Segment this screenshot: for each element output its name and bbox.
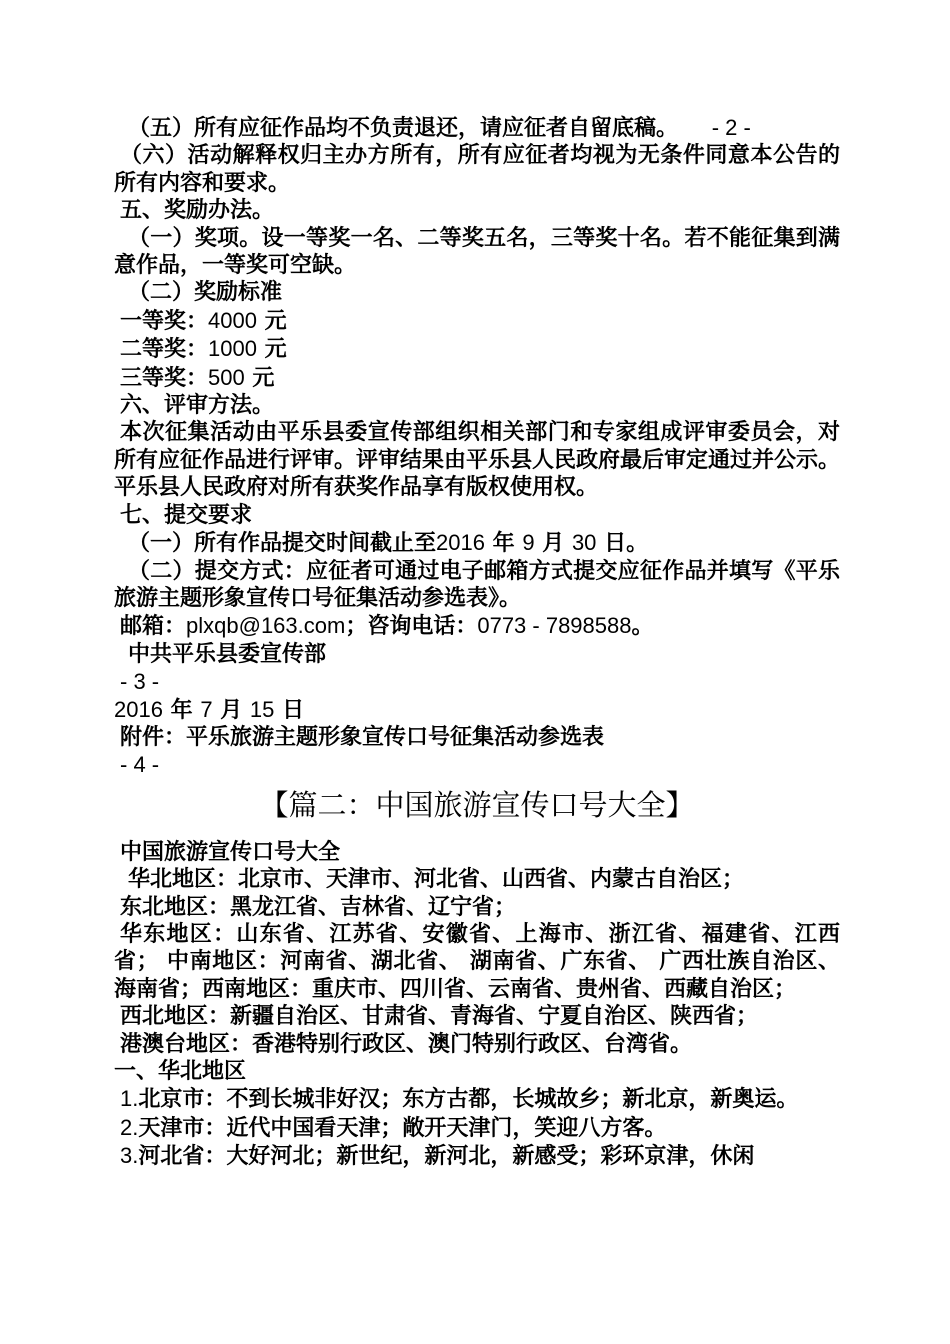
prize-1-label: 一等奖：: [120, 308, 209, 334]
region-northeast-line: 东北地区：黑龙江省、吉林省、辽宁省；: [120, 894, 517, 920]
slogan-hebei-text: 河北省：大好河北；新世纪，新河北，新感受；彩环京津，休闲: [138, 1144, 755, 1170]
submit-item-2-paragraph: （二）提交方式：应征者可通过电子邮箱方式提交应征作品并填写《平乐旅游主题形象宣传口号征集活动参选表》。: [114, 558, 840, 611]
issue-date-month: 7: [200, 696, 213, 722]
item-5-text: （五）所有应征作品均不负责退还，请应征者自留底稿。: [128, 116, 679, 141]
prize-2-unit: 元: [264, 337, 287, 363]
phone-end: 。: [631, 614, 654, 640]
slogan-hebei-number: 3.: [120, 1143, 139, 1169]
issue-date-month-unit: 月: [220, 697, 243, 723]
prize-1-amount: 4000: [208, 307, 257, 333]
email-address: plxqb@163.com: [186, 613, 346, 639]
part-2-subtitle: 中国旅游宣传口号大全: [120, 839, 341, 865]
page-number-2: - 2 -: [711, 115, 751, 140]
deadline-year: 2016: [436, 530, 485, 556]
issue-date-day: 15: [249, 696, 275, 722]
issue-date-year: 2016: [114, 696, 163, 722]
prize-1-unit: 元: [264, 308, 287, 334]
prize-2-label: 二等奖：: [120, 337, 209, 363]
region-north-line: 华北地区：北京市、天津市、河北省、山西省、内蒙古自治区；: [128, 867, 745, 893]
submit-item-1-text: （一）所有作品提交时间截止至: [128, 531, 437, 557]
prize-2-line: [114, 335, 840, 363]
deadline-day-unit: 日。: [604, 531, 649, 557]
section-5-title: 五、奖励办法。: [120, 198, 275, 224]
phone-label: ；咨询电话：: [345, 614, 478, 640]
submit-item-1-line: [114, 529, 840, 557]
region-hk-macau-taiwan-line: 港澳台地区：香港特别行政区、澳门特别行政区、台湾省。: [120, 1031, 693, 1057]
item-6-paragraph: （六）活动解释权归主办方所有，所有应征者均视为无条件同意本公告的所有内容和要求。: [114, 143, 840, 196]
page-number-4: - 4 -: [120, 752, 160, 778]
slogan-tianjin-number: 2.: [120, 1114, 139, 1140]
prize-1-line: [114, 307, 840, 335]
prize-3-amount: 500: [208, 364, 245, 390]
phone-number: 0773 - 7898588: [477, 613, 632, 639]
issue-date-line: [114, 696, 840, 724]
section-6-body: 本次征集活动由平乐县委宣传部组织相关部门和专家组成评审委员会，对所有应征作品进行评审。评审结果由平乐县人民政府最后审定通过并公示。平乐县人民政府对所有获奖作品享有版权使用权。: [114, 420, 841, 501]
region-northwest-line: 西北地区：新疆自治区、甘肃省、青海省、宁夏自治区、陕西省；: [120, 1004, 759, 1030]
part-2-heading: 【篇二：中国旅游宣传口号大全】: [259, 787, 695, 822]
deadline-year-unit: 年: [492, 531, 515, 557]
deadline-month-unit: 月: [542, 531, 565, 557]
prize-3-line: [114, 364, 840, 392]
region-east-central-southwest-paragraph: 华东地区：山东省、江苏省、安徽省、上海市、浙江省、福建省、江西省； 中南地区：河南省、湖北省、 湖南省、广东省、 广西壮族自治区、海南省；西南地区：重庆市、四川省、云南省、贵州省、西藏自治区；: [114, 921, 840, 1002]
slogan-beijing-number: 1.: [120, 1086, 139, 1112]
deadline-month: 9: [522, 530, 535, 556]
issue-date-day-unit: 日: [282, 697, 305, 723]
section-6-title: 六、评审方法。: [120, 393, 275, 419]
slogan-tianjin-text: 天津市：近代中国看天津；敞开天津门，笑迎八方客。: [138, 1115, 667, 1141]
issue-date-year-unit: 年: [170, 697, 193, 723]
prize-3-label: 三等奖：: [120, 365, 209, 391]
deadline-day: 30: [571, 530, 597, 556]
section-7-title: 七、提交要求: [120, 502, 253, 528]
prize-2-amount: 1000: [208, 336, 257, 362]
page-number-3: - 3 -: [120, 669, 160, 695]
organizer-name: 中共平乐县委宣传部: [128, 641, 327, 667]
slogan-beijing-text: 北京市：不到长城非好汉；东方古都，长城故乡；新北京，新奥运。: [138, 1087, 799, 1113]
award-item-1-paragraph: （一）奖项。设一等奖一名、二等奖五名，三等奖十名。若不能征集到满意作品，一等奖可空缺。: [114, 225, 840, 279]
slogan-beijing: [114, 1085, 840, 1113]
email-label: 邮箱：: [120, 614, 187, 640]
item-5-line: [114, 114, 840, 142]
prize-3-unit: 元: [252, 365, 275, 391]
document-page: [114, 114, 840, 1171]
slogan-tianjin: [114, 1114, 840, 1142]
slogan-hebei: [114, 1142, 840, 1170]
region-1-heading: 一、华北地区: [114, 1059, 247, 1084]
award-item-2-heading: （二）奖励标准: [128, 280, 283, 306]
attachment-line: 附件：平乐旅游主题形象宣传口号征集活动参选表: [120, 724, 605, 750]
contact-line: [114, 612, 840, 640]
